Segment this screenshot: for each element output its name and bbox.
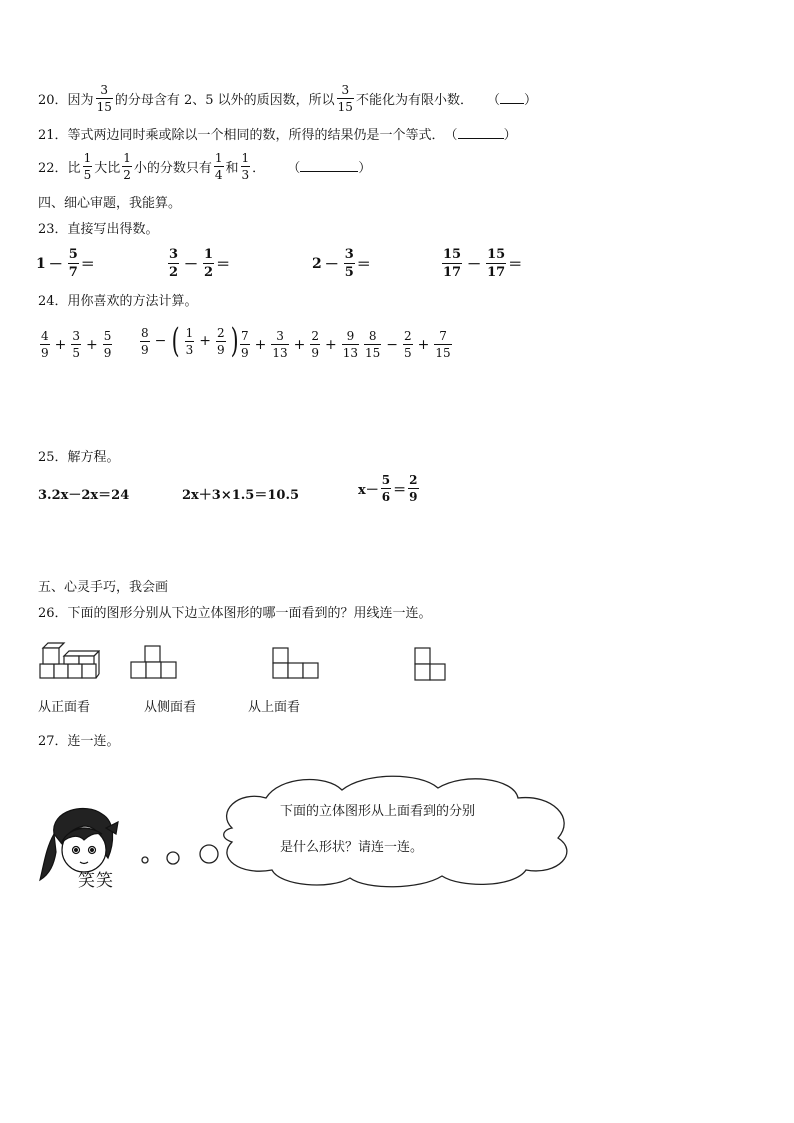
question-22 xyxy=(38,152,371,181)
q22-number: 22． xyxy=(38,161,68,176)
equation-2: 2x＋3×1.5＝10.5 xyxy=(182,488,300,503)
q20-number: 20． xyxy=(38,93,68,108)
fraction: $\frac{1}{5}$ xyxy=(83,151,92,182)
q20-text-pre: 因为 xyxy=(67,93,94,108)
equation-3: x－ $\frac{5}{6}$ ＝ $\frac{2}{9}$ xyxy=(358,473,418,504)
view-shape-2 xyxy=(272,646,320,680)
q22-text: 小的分数只有 xyxy=(133,161,212,176)
q23-expression-4: $\frac{15}{17}$ － $\frac{15}{17}$ ＝ xyxy=(443,247,523,280)
q24-expression-3: $\frac{7}{9}$ + $\frac{3}{13}$ + $\frac{2}{9}$ + $\frac{9}{13}$ xyxy=(241,329,359,360)
solid-figure-view xyxy=(38,640,100,680)
question-21 xyxy=(38,124,517,143)
fraction: $\frac{1}{4}$ xyxy=(214,151,223,182)
q23-expression-3: 2 － $\frac{3}{5}$ ＝ xyxy=(312,247,371,280)
q24-expression-4: $\frac{8}{15}$ − $\frac{2}{5}$ + $\frac{7}{15}$ xyxy=(365,329,451,360)
fraction: $\frac{1}{3}$ xyxy=(241,151,250,182)
view-label-side: 从侧面看 xyxy=(144,700,197,715)
answer-bracket[interactable]: （ ） xyxy=(444,128,517,143)
q22-text: 比 xyxy=(67,161,81,176)
question-26-title: 26．下面的图形分别从下边立体图形的哪一面看到的？用线连一连。 xyxy=(38,606,432,621)
bubble-line-1: 下面的立体图形从上面看到的分别 xyxy=(280,804,476,819)
thought-cloud xyxy=(120,772,590,892)
view-label-front: 从正面看 xyxy=(38,700,91,715)
q24-expression-1: $\frac{4}{9}$ + $\frac{3}{5}$ + $\frac{5}{9}$ xyxy=(41,329,112,360)
fraction: $\frac{3}{15}$ xyxy=(337,83,353,114)
character-name: 笑笑 xyxy=(78,871,114,891)
question-25-title: 25．解方程。 xyxy=(38,450,120,465)
q22-text: 大比 xyxy=(94,161,121,176)
question-20 xyxy=(38,84,537,113)
bubble-line-2: 是什么形状？请连一连。 xyxy=(280,840,424,855)
fraction: $\frac{3}{15}$ xyxy=(96,83,112,114)
q20-text-post: 不能化为有限小数． xyxy=(355,93,473,108)
q20-text-mid: 的分母含有 2、5 以外的质因数，所以 xyxy=(114,93,335,108)
q23-expression-1: 1 － $\frac{5}{7}$ ＝ xyxy=(36,247,95,280)
question-27-title: 27．连一连。 xyxy=(38,734,120,749)
q23-expression-2: $\frac{3}{2}$ － $\frac{1}{2}$ ＝ xyxy=(169,247,231,280)
q21-text: 21．等式两边同时乘或除以一个相同的数，所得的结果仍是一个等式． xyxy=(38,128,445,143)
view-shape-3 xyxy=(414,646,450,684)
answer-bracket[interactable]: （ ） xyxy=(287,161,372,176)
fraction: $\frac{1}{2}$ xyxy=(123,151,131,182)
q22-text: ． xyxy=(252,161,266,176)
q24-expression-2: $\frac{8}{9}$ − ( $\frac{1}{3}$ + $\frac{2}{9}$ ) xyxy=(141,321,239,361)
equation-1: 3.2x－2x＝24 xyxy=(38,488,130,503)
answer-bracket[interactable]: （ ） xyxy=(486,93,537,108)
view-label-top: 从上面看 xyxy=(248,700,301,715)
section-5-title: 五、心灵手巧，我会画 xyxy=(38,580,169,595)
section-4-title: 四、细心审题，我能算。 xyxy=(38,196,182,211)
view-shape-1 xyxy=(130,644,178,680)
question-24-title: 24．用你喜欢的方法计算。 xyxy=(38,294,198,309)
q22-text: 和 xyxy=(225,161,239,176)
question-23-title: 23．直接写出得数。 xyxy=(38,222,159,237)
